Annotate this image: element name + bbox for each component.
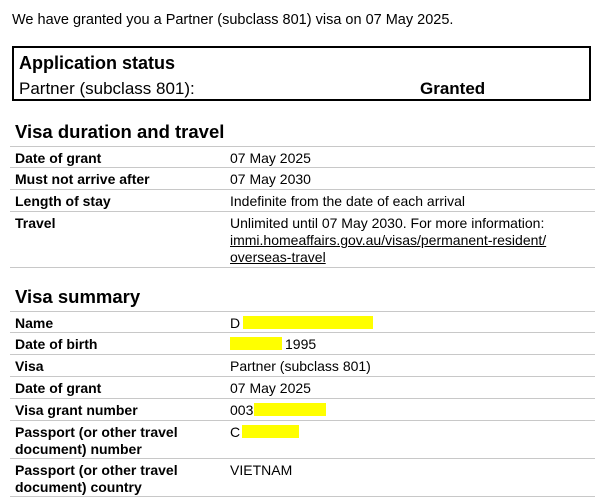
grant-notice: We have granted you a Partner (subclass 801) visa on 07 May 2025. (12, 12, 454, 28)
row-value: Partner (subclass 801) (230, 358, 371, 374)
row-label (15, 424, 215, 458)
visa-summary-table (10, 311, 595, 497)
table-row (10, 146, 595, 168)
row-label: Name (15, 315, 54, 331)
table-row (10, 168, 595, 190)
row-value: VIETNAM (230, 462, 293, 478)
row-value (230, 336, 590, 353)
application-status-title: Application status (19, 53, 176, 73)
grant-number-value: 003 (230, 402, 254, 418)
row-label-line: document) country (15, 479, 142, 495)
row-label-line: Passport (or other travel (15, 462, 178, 478)
application-status-label: Partner (subclass 801): (19, 79, 195, 98)
overseas-travel-link-cont[interactable]: overseas-travel (230, 249, 326, 265)
row-label-line: document) number (15, 441, 142, 457)
redaction-mark (243, 316, 373, 329)
name-value: D (230, 315, 241, 331)
row-label (15, 462, 215, 496)
table-row (10, 333, 595, 355)
row-label: Date of grant (15, 380, 102, 396)
table-row (10, 190, 595, 212)
row-value (230, 402, 590, 419)
travel-text: Unlimited until 07 May 2030. For more information: (230, 215, 545, 231)
table-row (10, 377, 595, 399)
row-value (230, 424, 590, 441)
table-row (10, 459, 595, 497)
table-row (10, 355, 595, 377)
row-value (230, 315, 590, 332)
passport-number-value: C (230, 424, 241, 440)
row-label: Date of birth (15, 336, 98, 352)
row-label: Date of grant (15, 150, 102, 166)
row-label: Visa grant number (15, 402, 138, 418)
table-row (10, 421, 595, 459)
row-label: Length of stay (15, 193, 111, 209)
application-status-box (12, 46, 591, 101)
row-value: 07 May 2025 (230, 380, 311, 396)
visa-duration-title: Visa duration and travel (15, 121, 225, 142)
row-value: 07 May 2030 (230, 171, 311, 187)
row-value (230, 215, 590, 266)
table-row (10, 311, 595, 333)
row-label-line: Passport (or other travel (15, 424, 178, 440)
overseas-travel-link[interactable]: immi.homeaffairs.gov.au/visas/permanent-resident/ (230, 232, 547, 248)
redaction-mark (242, 425, 299, 438)
row-value: 07 May 2025 (230, 150, 311, 166)
row-label: Travel (15, 215, 56, 231)
visa-summary-title: Visa summary (15, 286, 141, 307)
row-label: Visa (15, 358, 44, 374)
visa-duration-table (10, 146, 595, 268)
dob-value: 1995 (285, 336, 317, 352)
table-row (10, 212, 595, 268)
redaction-mark (254, 403, 326, 416)
redaction-mark (230, 337, 282, 350)
row-value: Indefinite from the date of each arrival (230, 193, 466, 209)
table-row (10, 399, 595, 421)
row-label: Must not arrive after (15, 171, 150, 187)
application-status-value: Granted (420, 79, 486, 98)
